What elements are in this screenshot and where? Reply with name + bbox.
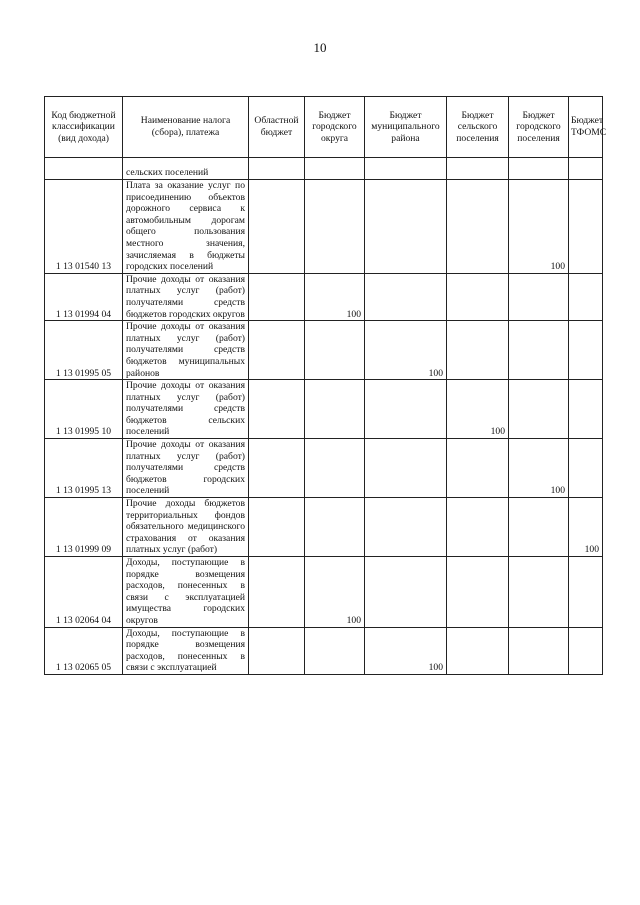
name-cell: Прочие доходы от оказания платных услуг (работ) получателями средств бюджетов городских округов [123, 273, 249, 320]
value-municipal-district [365, 273, 447, 320]
value-regional [249, 557, 305, 628]
name-cell: Прочие доходы от оказания платных услуг (работ) получателями средств бюджетов муниципальных районов [123, 321, 249, 380]
header-rural-settlement: Бюджет сельского поселения [447, 97, 509, 158]
header-city-district: Бюджет городского округа [305, 97, 365, 158]
value-regional [249, 627, 305, 674]
table-row [45, 557, 603, 628]
value-tfoms [569, 273, 603, 320]
value-city-district [305, 180, 365, 274]
value-city-district [305, 321, 365, 380]
value-regional [249, 380, 305, 439]
name-cell: Доходы, поступающие в порядке возмещения расходов, понесенных в связи с эксплуатацией [123, 627, 249, 674]
value-rural-settlement [447, 273, 509, 320]
value-municipal-district [365, 180, 447, 274]
budget-table [44, 96, 607, 675]
code-cell: 1 13 01994 04 [45, 273, 123, 320]
value-rural-settlement: 100 [447, 380, 509, 439]
code-cell: 1 13 02065 05 [45, 627, 123, 674]
value-city-district: 100 [305, 557, 365, 628]
table-row [45, 321, 603, 380]
value-municipal-district [365, 557, 447, 628]
value-rural-settlement [447, 439, 509, 498]
value-regional [249, 273, 305, 320]
header-tfoms: Бюджет ТФОМС [569, 97, 603, 158]
value-municipal-district [365, 439, 447, 498]
value-rural-settlement [447, 498, 509, 557]
value-tfoms [569, 321, 603, 380]
value-regional [249, 180, 305, 274]
value-urban-settlement: 100 [509, 180, 569, 274]
value-regional [249, 498, 305, 557]
table-row [45, 380, 603, 439]
code-cell: 1 13 01540 13 [45, 180, 123, 274]
table-row [45, 627, 603, 674]
code-cell: 1 13 01999 09 [45, 498, 123, 557]
table-row [45, 273, 603, 320]
name-cell: сельских поселений [123, 158, 249, 180]
header-municipal-district: Бюджет муниципального района [365, 97, 447, 158]
name-cell: Плата за оказание услуг по присоединению объектов дорожного сервиса к автомобильным дорогам общего пользования местного значения, зачисляемая в бюджеты городских поселений [123, 180, 249, 274]
value-regional [249, 439, 305, 498]
value-regional [249, 321, 305, 380]
value-tfoms [569, 627, 603, 674]
header-row [45, 97, 603, 158]
name-cell: Прочие доходы от оказания платных услуг (работ) получателями средств бюджетов сельских поселений [123, 380, 249, 439]
header-name: Наименование налога (сбора), платежа [123, 97, 249, 158]
value-city-district [305, 439, 365, 498]
value-city-district [305, 380, 365, 439]
value-urban-settlement [509, 273, 569, 320]
value-tfoms [569, 439, 603, 498]
value-tfoms: 100 [569, 498, 603, 557]
value-urban-settlement [509, 321, 569, 380]
value-municipal-district [365, 380, 447, 439]
value-urban-settlement [509, 380, 569, 439]
header-regional: Областной бюджет [249, 97, 305, 158]
table-row [45, 439, 603, 498]
code-cell: 1 13 01995 05 [45, 321, 123, 380]
name-cell: Прочие доходы от оказания платных услуг (работ) получателями средств бюджетов городских поселений [123, 439, 249, 498]
value-municipal-district: 100 [365, 627, 447, 674]
value-urban-settlement [509, 498, 569, 557]
value-city-district [305, 498, 365, 557]
code-cell: 1 13 01995 13 [45, 439, 123, 498]
value-tfoms [569, 180, 603, 274]
continuation-row [45, 158, 603, 180]
header-code: Код бюджетной классификации (вид дохода) [45, 97, 123, 158]
value-rural-settlement [447, 557, 509, 628]
value-urban-settlement: 100 [509, 439, 569, 498]
value-city-district: 100 [305, 273, 365, 320]
name-cell: Прочие доходы бюджетов территориальных фондов обязательного медицинского страхования от оказания платных услуг (работ) [123, 498, 249, 557]
page-number: 10 [313, 40, 327, 55]
value-urban-settlement [509, 627, 569, 674]
value-rural-settlement [447, 627, 509, 674]
table-row [45, 180, 603, 274]
name-cell: Доходы, поступающие в порядке возмещения расходов, понесенных в связи с эксплуатацией имущества городских округов [123, 557, 249, 628]
value-urban-settlement [509, 557, 569, 628]
value-rural-settlement [447, 180, 509, 274]
value-rural-settlement [447, 321, 509, 380]
value-municipal-district [365, 498, 447, 557]
code-cell: 1 13 01995 10 [45, 380, 123, 439]
code-cell [45, 158, 123, 180]
value-city-district [305, 627, 365, 674]
value-municipal-district: 100 [365, 321, 447, 380]
value-tfoms [569, 380, 603, 439]
value-tfoms [569, 557, 603, 628]
code-cell: 1 13 02064 04 [45, 557, 123, 628]
header-urban-settlement: Бюджет городского поселения [509, 97, 569, 158]
table-row [45, 498, 603, 557]
